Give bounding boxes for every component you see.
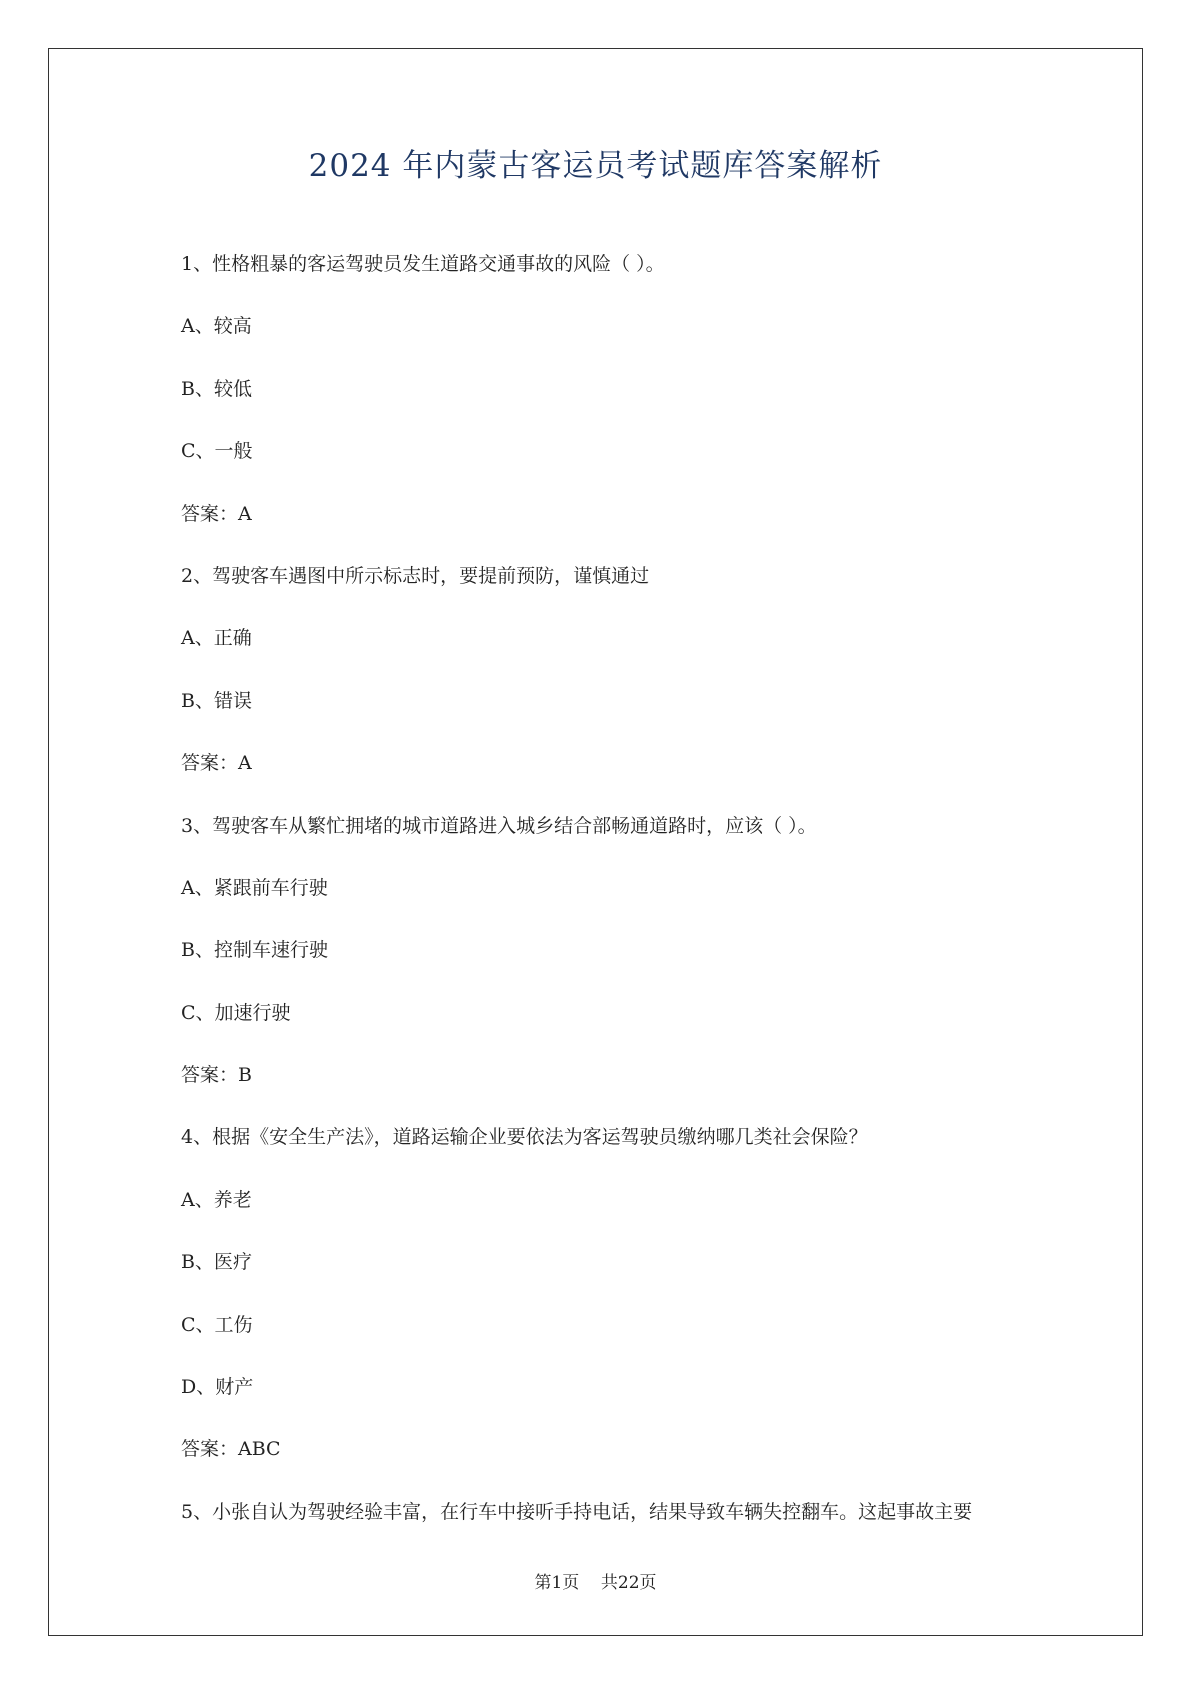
question-1-option-c: C、一般: [181, 440, 253, 463]
question-2-stem: 2、驾驶客车遇图中所示标志时，要提前预防，谨慎通过: [181, 564, 650, 587]
document-title: 2024 年内蒙古客运员考试题库答案解析: [308, 148, 883, 184]
question-1-option-b: B、较低: [181, 377, 252, 400]
question-4-option-b: B、医疗: [181, 1251, 252, 1274]
question-2-option-b: B、错误: [181, 689, 252, 712]
question-4-option-a: A、养老: [181, 1188, 252, 1211]
question-1-option-a: A、较高: [181, 315, 252, 338]
question-3-option-a: A、紧跟前车行驶: [181, 876, 328, 899]
question-3-option-b: B、控制车速行驶: [181, 939, 328, 962]
question-1-stem: 1、性格粗暴的客运驾驶员发生道路交通事故的风险（ ）。: [181, 253, 665, 275]
question-3-answer: 答案：B: [181, 1064, 252, 1087]
question-2-answer: 答案：A: [181, 752, 252, 775]
question-5-stem: 5、小张自认为驾驶经验丰富，在行车中接听手持电话，结果导致车辆失控翻车。这起事故主要: [181, 1500, 973, 1523]
question-3-stem: 3、驾驶客车从繁忙拥堵的城市道路进入城乡结合部畅通道路时，应该（ ）。: [181, 814, 817, 837]
question-2-option-a: A、正确: [181, 627, 252, 650]
question-4-option-c: C、工伤: [181, 1313, 253, 1336]
question-3-option-c: C、加速行驶: [181, 1001, 291, 1024]
question-1-answer: 答案：A: [181, 502, 252, 525]
question-list: [181, 250, 1061, 1560]
question-4-answer: 答案：ABC: [181, 1438, 281, 1461]
question-4-option-d: D、财产: [181, 1376, 254, 1399]
page-footer: 第1页 共22页: [534, 1573, 657, 1593]
question-4-stem: 4、根据《安全生产法》，道路运输企业要依法为客运驾驶员缴纳哪几类社会保险？: [181, 1126, 868, 1149]
